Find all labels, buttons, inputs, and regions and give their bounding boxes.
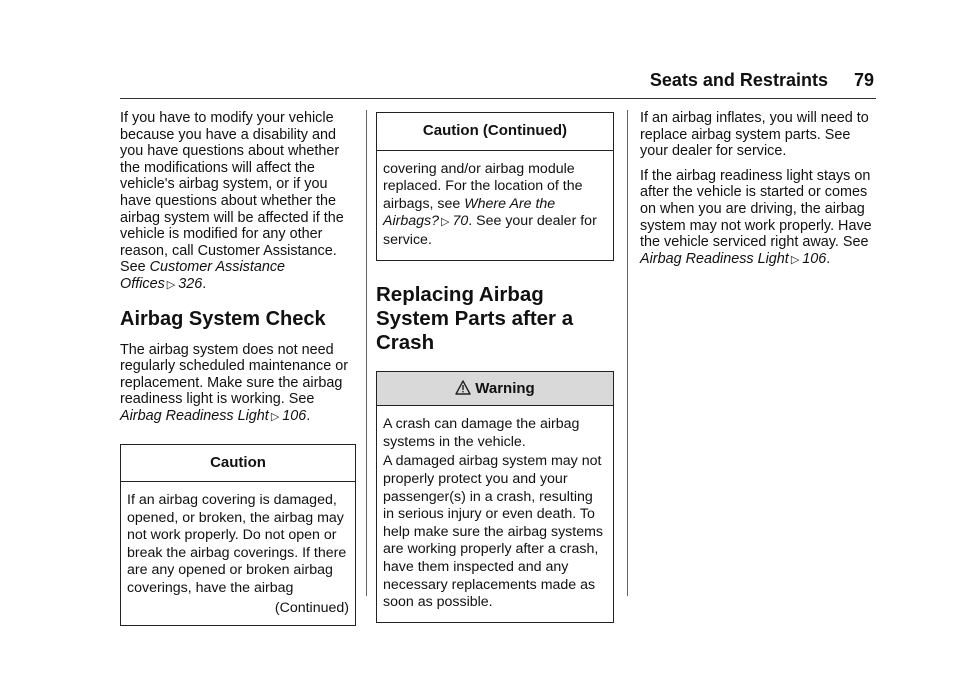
check-paragraph: The airbag system does not need regularly scheduled maintenance or replacement. Make sure the airbag readiness light is working. See Airbag Readiness Light ▷ 106. [120, 341, 348, 424]
page-ref[interactable]: 70 [452, 213, 469, 230]
section-title: Seats and Restraints [649, 70, 828, 90]
arrow-ref-icon: ▷ [166, 278, 176, 291]
page-ref[interactable]: 326 [178, 275, 203, 292]
column-divider-1 [366, 110, 367, 596]
arrow-ref-icon: ▷ [790, 253, 800, 266]
page-ref[interactable]: 106 [282, 407, 307, 424]
page-ref[interactable]: 106 [802, 250, 827, 267]
arrow-ref-icon: ▷ [270, 410, 280, 423]
column-divider-2 [627, 110, 628, 596]
continued-label: (Continued) [274, 599, 349, 616]
warning-text-1: A crash can damage the airbag systems in the vehicle. [383, 416, 580, 450]
caution-continued-text: covering and/or airbag module replaced. For the location of the airbags, see Where Are the Airbags? ▷ 70. See your dealer for service. [383, 160, 597, 248]
column-1 [120, 110, 356, 626]
warning-text-2: A damaged airbag system may not properly protect you and your passenger(s) in a crash, resulting in serious injury or even death. To help make sure the airbag systems are working properly after a crash, have them inspected and any necessary replacements made as soon as possible. [383, 453, 604, 611]
page-number: 79 [853, 70, 874, 90]
page-header [0, 70, 874, 91]
caution-box [120, 444, 356, 627]
readiness-light-paragraph: If the airbag readiness light stays on after the vehicle is started or comes on when you are driving, the airbag system may not work properly. Have the vehicle serviced right away. See Airbag Readiness Light ▷ 106. [640, 167, 872, 267]
airbag-system-check-heading: Airbag System Check [120, 307, 326, 330]
header-rule [120, 98, 876, 99]
replacing-parts-heading: Replacing Airbag System Parts after a Crash [376, 282, 574, 354]
caution-continued-box [376, 112, 614, 261]
customer-assistance-link[interactable]: Customer Assistance Offices [120, 259, 286, 292]
caution-title: Caution [121, 445, 355, 483]
intro-paragraph: If you have to modify your vehicle because you have a disability and you have questions about whether the modifications will affect the vehicle's airbag system, or if you have questions about whether the airbag system will be affected if the vehicle is modified for any other reason, call Customer Assistance. See Customer Assistance Offices ▷ 326. [120, 110, 344, 292]
warning-title: Warning [475, 379, 535, 397]
warning-box [376, 371, 614, 623]
where-are-the-airbags-link[interactable]: Where Are the Airbags? [383, 195, 556, 230]
caution-continued-title: Caution (Continued) [377, 113, 613, 151]
warning-header [377, 372, 613, 407]
caution-text: If an airbag covering is damaged, opened, or broken, the airbag may not work properly. Do not open or break the airbag coverings. If there are any opened or broken airbag coverings, have the airbag [127, 492, 347, 597]
airbag-readiness-light-link[interactable]: Airbag Readiness Light [640, 250, 789, 267]
arrow-ref-icon: ▷ [441, 216, 450, 229]
column-3 [640, 110, 880, 276]
warning-triangle-icon [455, 380, 471, 395]
column-2 [376, 112, 614, 623]
airbag-readiness-light-link[interactable]: Airbag Readiness Light [120, 407, 269, 424]
inflation-paragraph: If an airbag inflates, you will need to replace airbag system parts. See your dealer for service. [640, 110, 869, 160]
